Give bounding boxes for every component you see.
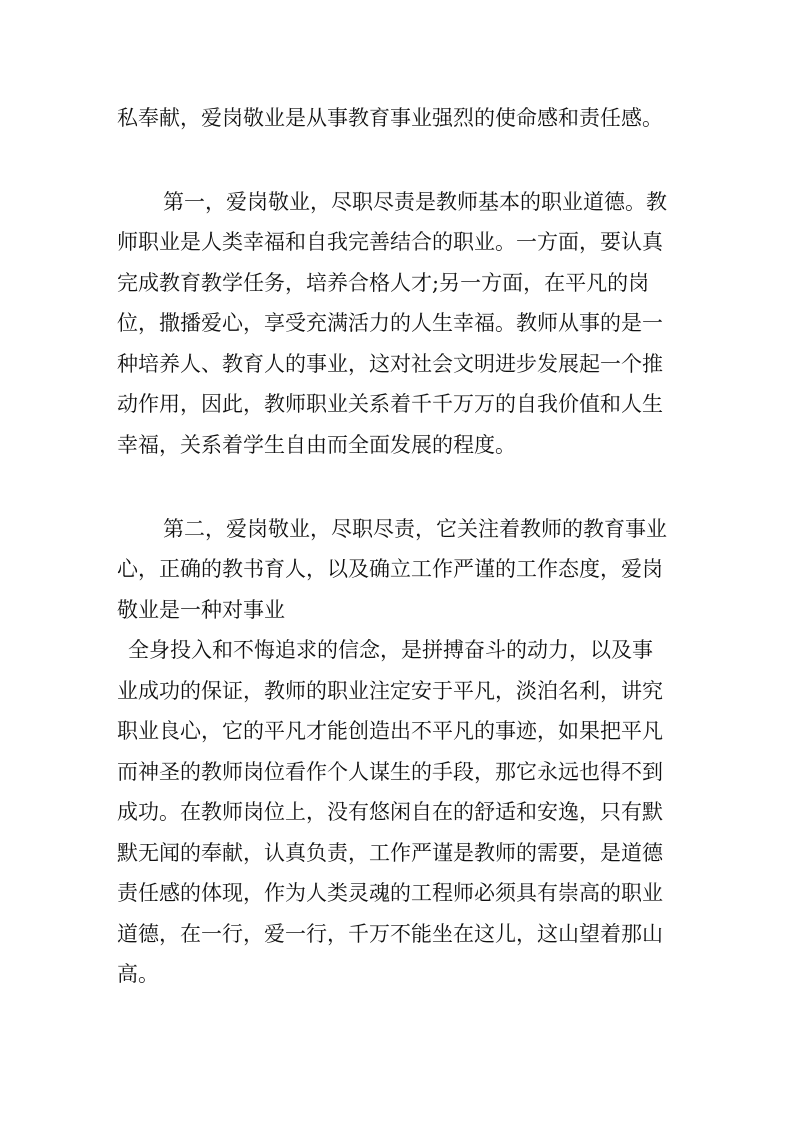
paragraph-line: 师职业是人类幸福和自我完善结合的职业。一方面，要认真: [117, 230, 663, 254]
paragraph-line: 完成教育教学任务，培养合格人才;另一方面，在平凡的岗: [117, 271, 650, 295]
paragraph-line: 道德，在一行，爱一行，千万不能坐在这儿，这山望着那山: [117, 922, 663, 946]
paragraph-line: 责任感的体现，作为人类灵魂的工程师必须具有崇高的职业: [117, 881, 663, 905]
paragraph-line: 私奉献，爱岗敬业是从事教育事业强烈的使命感和责任感。: [117, 106, 663, 130]
paragraph-line: 业成功的保证，教师的职业注定安于平凡，淡泊名利，讲究: [117, 679, 663, 703]
paragraph-line: 成功。在教师岗位上，没有悠闲自在的舒适和安逸，只有默: [117, 800, 663, 824]
paragraph-line: 职业良心，它的平凡才能创造出不平凡的事迹，如果把平凡: [117, 719, 663, 743]
paragraph-line: 幸福，关系着学生自由而全面发展的程度。: [117, 433, 516, 457]
paragraph-line: 种培养人、教育人的事业，这对社会文明进步发展起一个推: [117, 352, 663, 376]
paragraph-line: 心，正确的教书育人，以及确立工作严谨的工作态度，爱岗: [117, 557, 663, 581]
paragraph-line: 第一，爱岗敬业，尽职尽责是教师基本的职业道德。教: [163, 190, 667, 214]
paragraph-line: 默无闻的奉献，认真负责，工作严谨是教师的需要，是道德: [117, 841, 663, 865]
paragraph-line: 高。: [117, 962, 159, 986]
paragraph-line: 动作用，因此，教师职业关系着千千万万的自我价值和人生: [117, 392, 663, 416]
paragraph-line: 第二，爱岗敬业，尽职尽责，它关注着教师的教育事业: [163, 517, 667, 541]
paragraph-line: 敬业是一种对事业: [117, 598, 285, 622]
paragraph-line: 全身投入和不悔追求的信念，是拼搏奋斗的动力，以及事: [128, 638, 653, 662]
paragraph-line: 而神圣的教师岗位看作个人谋生的手段，那它永远也得不到: [117, 760, 663, 784]
paragraph-line: 位，撒播爱心，享受充满活力的人生幸福。教师从事的是一: [117, 311, 663, 335]
